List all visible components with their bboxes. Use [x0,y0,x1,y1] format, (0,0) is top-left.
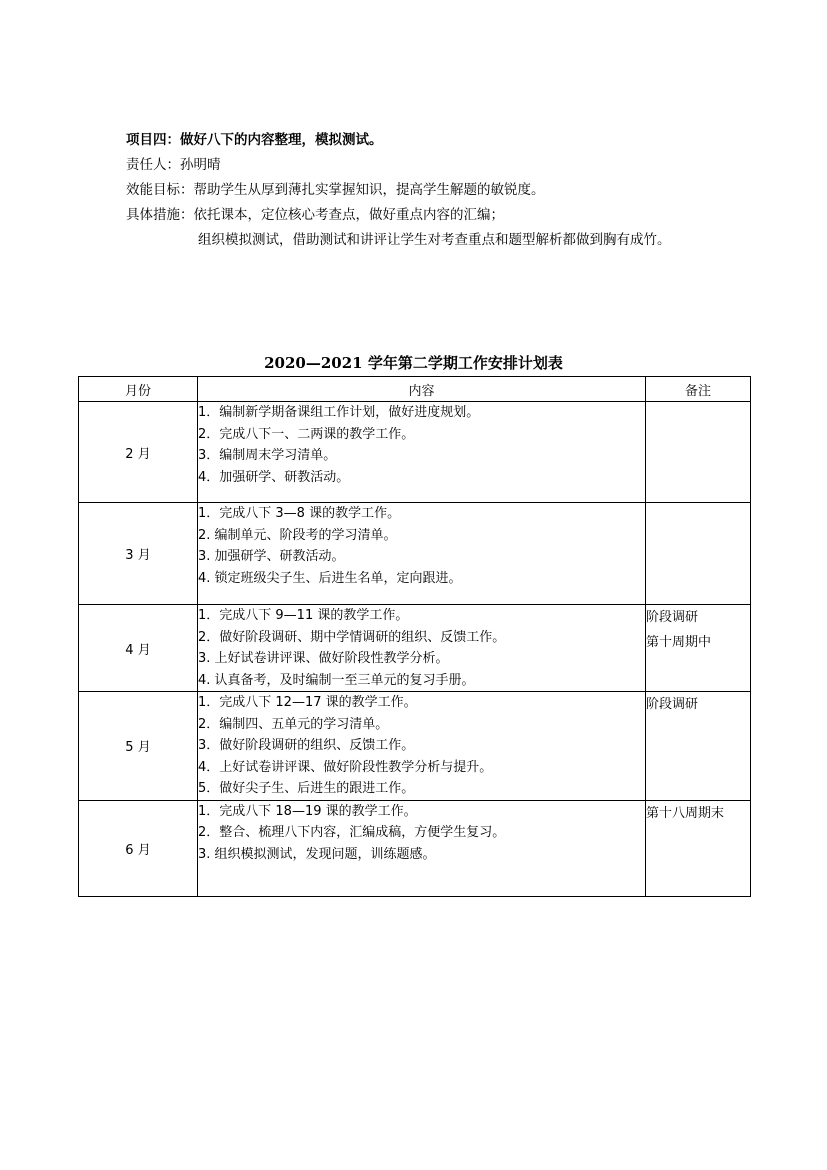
content-item: 1．完成八下 9—11 课的教学工作。 [198,608,409,623]
content-cell [198,402,646,503]
content-item: 1．完成八下 3—8 课的教学工作。 [198,506,401,521]
content-item: 5．做好尖子生、后进生的跟进工作。 [198,781,415,796]
content-item: 4. 锁定班级尖子生、后进生名单，定向跟进。 [198,570,462,586]
header-month: 月份 [79,377,198,402]
month-cell: 2 月 [79,402,198,503]
project-section [126,128,671,253]
month-cell: 5 月 [79,692,198,801]
note-cell [646,800,751,896]
content-item: 2．完成八下一、二两课的教学工作。 [198,426,415,442]
content-cell [198,800,646,896]
table-row [79,503,751,605]
note-item: 阶段调研 [646,697,699,712]
content-cell [198,605,646,692]
header-note: 备注 [646,377,751,402]
month-cell: 6 月 [79,800,198,896]
month-cell: 3 月 [79,503,198,605]
content-item: 4. 认真备考，及时编制一至三单元的复习手册。 [198,672,475,688]
month-cell: 4 月 [79,605,198,692]
table-row [79,605,751,692]
content-item: 2. 编制单元、阶段考的学习清单。 [198,527,397,543]
content-item: 1．完成八下 12—17 课的教学工作。 [198,695,417,710]
content-item: 4．加强研学、研教活动。 [198,469,350,485]
content-item: 2．整合、梳理八下内容，汇编成稿，方便学生复习。 [198,825,506,840]
table-row [79,692,751,801]
project-measures-2: 组织模拟测试，借助测试和讲评让学生对考查重点和题型解析都做到胸有成竹。 [198,232,671,248]
note-cell [646,503,751,605]
content-item: 1．完成八下 18—19 课的教学工作。 [198,803,417,819]
note-cell [646,692,751,801]
content-item: 3. 上好试卷讲评课、做好阶段性教学分析。 [198,651,449,666]
note-cell [646,402,751,503]
content-item: 3．做好阶段调研的组织、反馈工作。 [198,738,415,753]
content-item: 3. 加强研学、研教活动。 [198,549,345,564]
project-title: 项目四：做好八下的内容整理，模拟测试。 [126,132,383,148]
content-item: 2．编制四、五单元的学习清单。 [198,716,389,732]
note-cell [646,605,751,692]
content-cell [198,692,646,801]
content-item: 3. 组织模拟测试，发现问题，训练题感。 [198,846,436,862]
table-row [79,800,751,896]
project-measures-1: 具体措施：依托课本，定位核心考查点，做好重点内容的汇编； [126,207,504,223]
content-item: 1．编制新学期备课组工作计划，做好进度规划。 [198,405,480,420]
note-item: 第十八周期末 [646,805,725,821]
plan-table [78,376,751,897]
content-item: 4．上好试卷讲评课、做好阶段性教学分析与提升。 [198,759,493,775]
project-owner: 责任人：孙明晴 [126,157,221,173]
note-item: 阶段调研 [646,610,699,625]
project-goal: 效能目标：帮助学生从厚到薄扎实掌握知识，提高学生解题的敏锐度。 [126,182,545,198]
content-cell [198,503,646,605]
note-item: 第十周期中 [646,635,712,650]
table-title: 2020—2021 学年第二学期工作安排计划表 [264,354,563,372]
content-item: 2．做好阶段调研、期中学情调研的组织、反馈工作。 [198,629,506,645]
table-row [79,402,751,503]
content-item: 3．编制周末学习清单。 [198,448,337,463]
header-content: 内容 [198,377,646,402]
table-header-row [79,377,751,402]
